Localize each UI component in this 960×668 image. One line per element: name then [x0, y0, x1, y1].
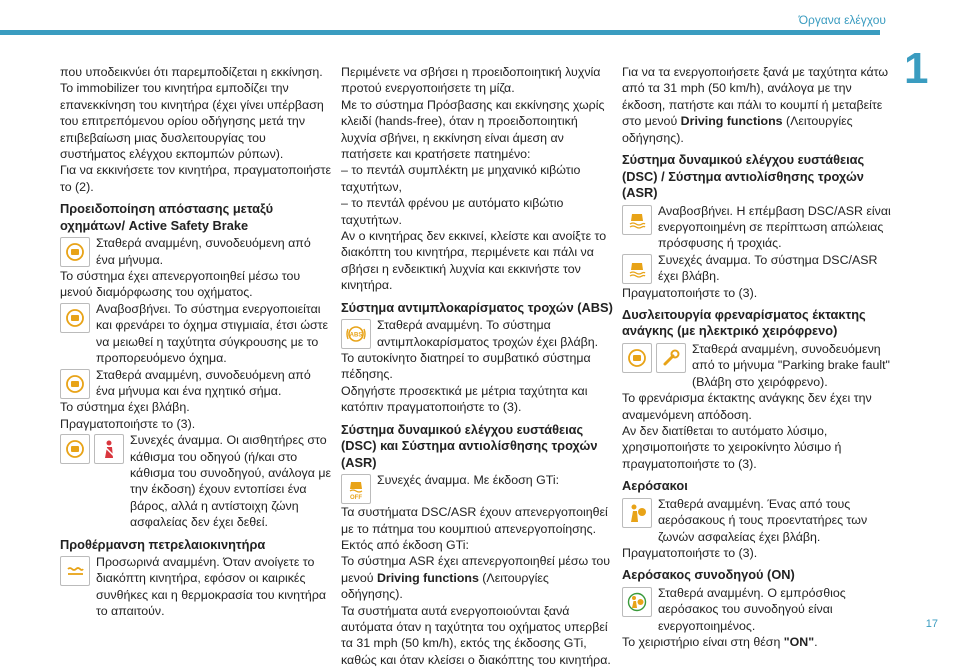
passenger-airbag-on-icon [622, 587, 652, 617]
paragraph: Εκτός από έκδοση GTi: [341, 537, 469, 552]
paragraph: Το σύστημα ASR έχει απενεργοποιηθεί μέσω του μενού Driving functions (Λειτουργίες οδήγησης). [341, 554, 611, 602]
paragraph: – το πεντάλ συμπλέκτη με μηχανικό κιβώτιο ταχυτήτων, [341, 163, 581, 194]
airbag-icon [622, 498, 652, 528]
warning-entry: Σταθερά αναμμένη. Ο εμπρόσθιος αερόσακος του συνοδηγού είναι ενεργοποιημένος. [622, 585, 894, 634]
warning-entry: ABS Σταθερά αναμμένη. Το σύστημα αντιμπλοκαρίσματος τροχών έχει βλάβη. [341, 317, 613, 350]
paragraph: Με το σύστημα Πρόσβασης και εκκίνησης χωρίς κλειδί (hands-free), όταν η προειδοποιητική λυχνία σβήνει, η εκκίνηση είναι άμεση αν πατήσετε και κρατήσετε πατημένο: [341, 97, 605, 162]
section-heading: Αερόσακοι [622, 478, 688, 494]
warning-entry: Σταθερά αναμμένη. Ένας από τους αερόσακους ή τους προεντατήρες των ζωνών ασφαλείας έχει βλάβη. [622, 496, 894, 545]
esc-off-icon [341, 474, 371, 504]
paragraph: Οδηγήστε προσεκτικά με μέτρια ταχύτητα και κατόπιν πραγματοποιήστε το (3). [341, 383, 588, 415]
section-heading: Αερόσακος συνοδηγού (ON) [622, 567, 795, 583]
page-number: 17 [925, 618, 938, 630]
column-2 [341, 64, 613, 668]
glow-plug-icon [60, 556, 90, 586]
column-3 [622, 64, 894, 650]
section-heading: Προθέρμανση πετρελαιοκινητήρα [60, 536, 266, 552]
warning-entry: Αναβοσβήνει. Το σύστημα ενεργοποιείται και φρενάρει το όχημα στιγμιαία, έτσι ώστε να μειωθεί η ταχύτητα σύγκρουσης με το προπορευόμενο όχημα. [60, 301, 332, 367]
chapter-number: 1 [904, 44, 929, 93]
paragraph: Περιμένετε να σβήσει η προειδοποιητική λυχνία προτού ενεργοποιήσετε τη μίζα. [341, 65, 601, 96]
esc-icon [622, 205, 652, 235]
section-heading: Σύστημα δυναμικού ελέγχου ευστάθειας (DSC) και Σύστημα αντιολίσθησης τροχών (ASR) [341, 421, 598, 470]
section-heading: Προειδοποίηση απόστασης μεταξύ οχημάτων/ Active Safety Brake [60, 201, 274, 233]
seatbelt-icon [94, 434, 124, 464]
paragraph: Για να εκκινήσετε τον κινητήρα, πραγματοποιήστε το (2). [60, 163, 332, 194]
paragraph: Αν δεν διατίθεται το αυτόματο λύσιμο, χρησιμοποιήστε το χειροκίνητο λύσιμο ή πραγματοποιήστε το (3). [622, 424, 842, 471]
section-heading: Δυσλειτουργία φρεναρίσματος έκτακτης ανάγκης (με ηλεκτρικό χειρόφρενο) [622, 306, 866, 339]
header-accent-bar [0, 30, 880, 35]
paragraph: Το χειριστήριο είναι στη θέση "ON". [622, 635, 818, 650]
warning-entry: Σταθερά αναμμένη, συνοδευόμενη από ένα μήνυμα και ένα ηχητικό σήμα. [60, 367, 332, 400]
section-title: Όργανα ελέγχου [798, 13, 886, 27]
paragraph: Πραγματοποιήστε το (3). [622, 545, 758, 560]
off-label: OFF [350, 495, 362, 502]
wrench-icon [656, 343, 686, 373]
warning-entry: OFF Συνεχές άναμμα. Με έκδοση GTi: [341, 472, 613, 504]
warning-entry: Συνεχές άναμμα. Το σύστημα DSC/ASR έχει βλάβη. [622, 252, 894, 285]
paragraph: Το φρενάρισμα έκτακτης ανάγκης δεν έχει την αναμενόμενη απόδοση. [622, 391, 872, 422]
warning-entry: Συνεχές άναμμα. Οι αισθητήρες στο κάθισμα του οδηγού (ή/και στο κάθισμα του συνοδηγού, ανάλογα με την έκδοση) έχουν εντοπίσει ένα βάρος, αλλά η αντίστοιχη ζώνη ασφαλείας δεν έχει δεθεί. [60, 432, 332, 530]
paragraph: Το σύστημα έχει βλάβη. [60, 400, 190, 415]
collision-warning-icon [60, 369, 90, 399]
paragraph: Το σύστημα έχει απενεργοποιηθεί μέσω του μενού διαμόρφωσης του οχήματος. [60, 269, 301, 300]
warning-entry: Προσωρινά αναμμένη. Όταν ανοίγετε το διακόπτη κινητήρα, εφόσον οι καιρικές συνθήκες και η θερμοκρασία του κινητήρα το απαιτούν. [60, 554, 332, 620]
section-heading: Σύστημα αντιμπλοκαρίσματος τροχών (ABS) [341, 299, 613, 315]
warning-entry: Σταθερά αναμμένη, συνοδευόμενη από το μήνυμα "Parking brake fault" (Βλάβη στο χειρόφρενο). [622, 341, 894, 390]
esc-icon [622, 254, 652, 284]
section-heading: Σύστημα δυναμικού ελέγχου ευστάθειας (DSC) / Σύστημα αντιολίσθησης τροχών (ASR) [622, 152, 865, 201]
paragraph: Τα συστήματα DSC/ASR έχουν απενεργοποιηθεί με το πάτημα του κουμπιού απενεργοποίησης. [341, 505, 608, 536]
collision-warning-icon [60, 434, 90, 464]
svg-text:ABS: ABS [349, 332, 363, 339]
warning-entry: Σταθερά αναμμένη, συνοδευόμενη από ένα μήνυμα. [60, 235, 332, 268]
column-1 [60, 64, 332, 620]
paragraph: που υποδεικνύει ότι παρεμποδίζεται η εκκίνηση. [60, 65, 323, 79]
collision-warning-icon [60, 237, 90, 267]
paragraph: Το αυτοκίνητο διατηρεί το συμβατικό σύστημα πέδησης. [341, 351, 591, 382]
paragraph: Πραγματοποιήστε το (3). [622, 285, 758, 300]
paragraph: – το πεντάλ φρένου με αυτόματο κιβώτιο ταχυτήτων. [341, 196, 564, 227]
collision-warning-icon [622, 343, 652, 373]
paragraph: Για να τα ενεργοποιήσετε ξανά με ταχύτητα κάτω από τα 31 mph (50 km/h), ανάλογα με την έκδοση, πατήστε και πάλι το κουμπί ή μεταβείτε στο μενού Driving functions (Λειτουργίες οδήγησης). [622, 65, 889, 145]
paragraph: Αν ο κινητήρας δεν εκκινεί, κλείστε και ανοίξτε το διακόπτη του κινητήρα, περιμένετε και πάλι να σβήσει η ενδεικτική λυχνία και εκκινήστε τον κινητήρα. [341, 229, 607, 293]
abs-icon [341, 319, 371, 349]
paragraph: Το immobilizer του κινητήρα εμποδίζει την επανεκκίνηση του κινητήρα (έχει γίνει υπέρβαση του επιτρεπόμενου ορίου οδήγησης μετά την επιβεβαίωση μιας δυσλειτουργίας του συστήματος ελέγχου εκπομπών ρύπων). [60, 81, 324, 162]
paragraph: Τα συστήματα αυτά ενεργοποιούνται ξανά αυτόματα όταν η ταχύτητα του οχήματος υπερβεί τα 31 mph (50 km/h), εκτός της έκδοσης GTi, καθώς και όταν κλείσει ο διακόπτης του κινητήρα. [341, 603, 611, 667]
paragraph: Πραγματοποιήστε το (3). [60, 416, 196, 431]
collision-warning-icon [60, 303, 90, 333]
warning-entry: Αναβοσβήνει. Η επέμβαση DSC/ASR είναι ενεργοποιημένη σε περίπτωση απώλειας πρόσφυσης ή τροχιάς. [622, 203, 894, 252]
